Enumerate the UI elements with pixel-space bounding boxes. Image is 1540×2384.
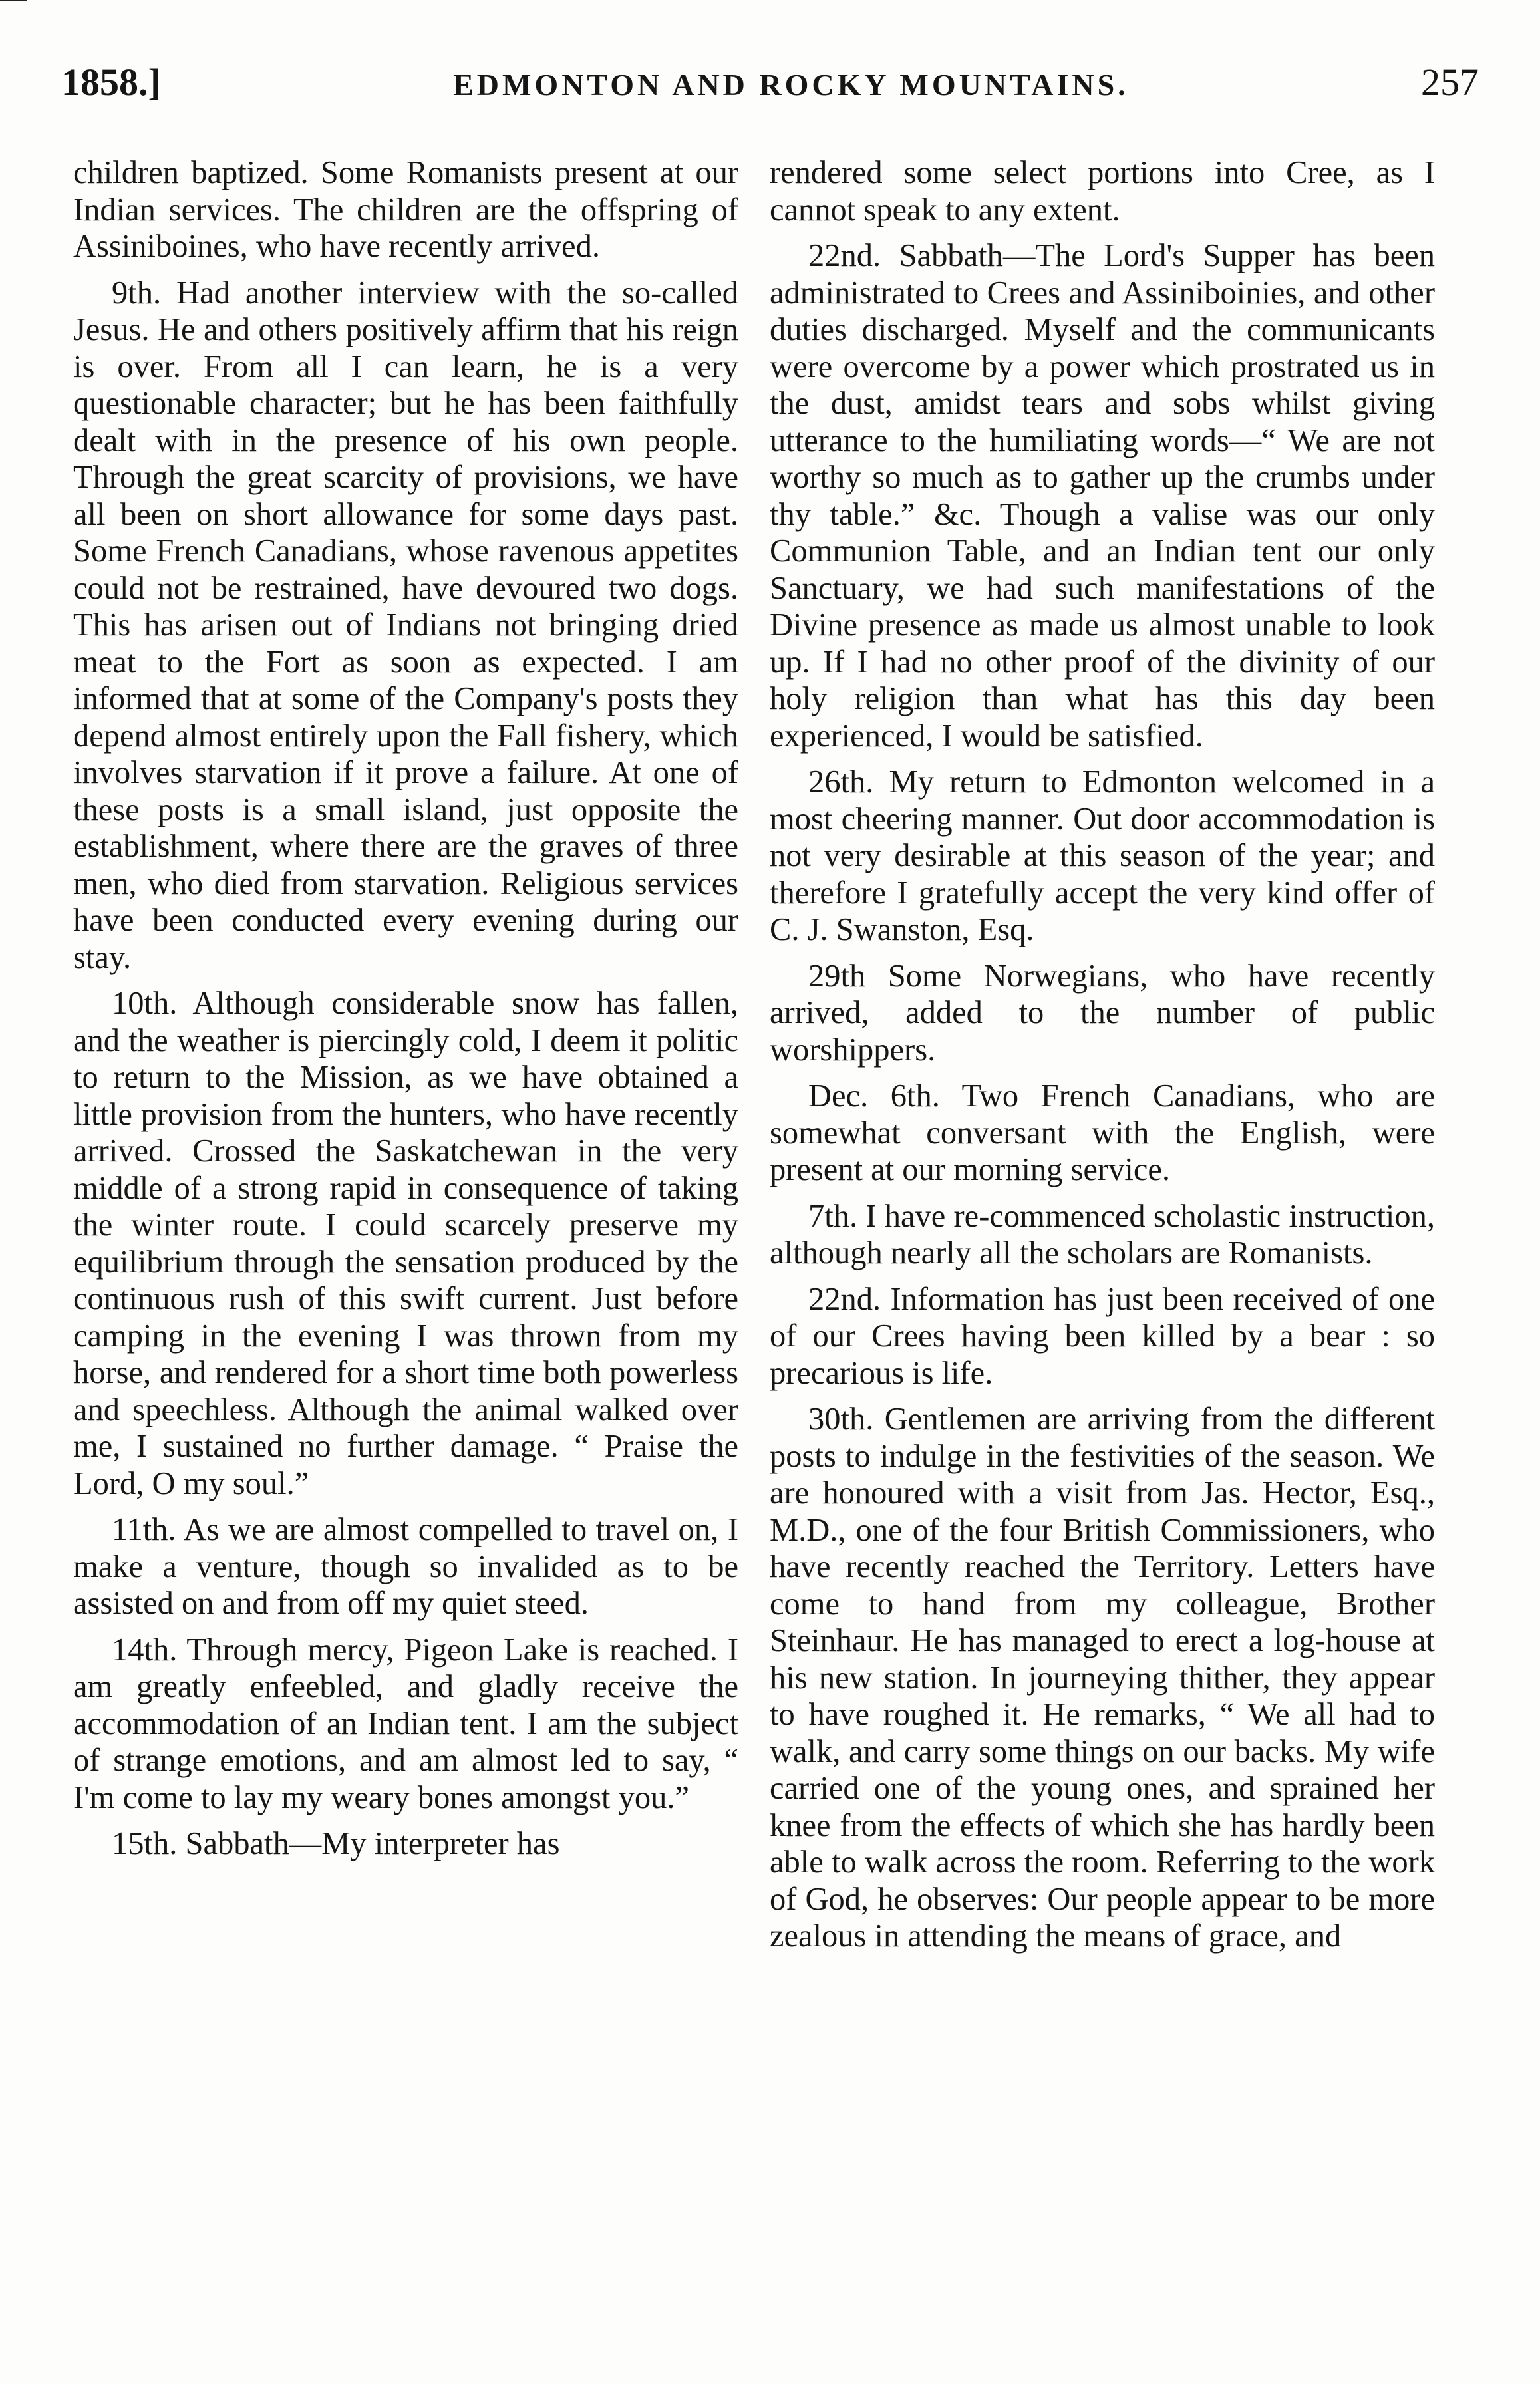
paragraph: 10th. Although considerable snow has fallen, and the weather is piercingly cold, I deem it politic to return to the Mission, as we have obtained a little provision from the hunters, who have recently arrived. Crossed the Saskatchewan in the very middle of a strong rapid in consequence of taking the winter route. I could scarcely preserve my equilibrium through the sensation produced by the continuous rush of this swift current. Just before camping in the evening I was thrown from my horse, and rendered for a short time both powerless and speechless. Although the animal walked over me, I sustained no further damage. “ Praise the Lord, O my soul.”	[73, 986, 738, 1501]
paragraph: 29th Some Norwegians, who have recently arrived, added to the number of public worshippers.	[770, 958, 1435, 1068]
paragraph: rendered some select portions into Cree, as I cannot speak to any extent.	[770, 155, 1435, 227]
paragraph: 7th. I have re-commenced scholastic instruction, although nearly all the scholars are Romanists.	[770, 1198, 1435, 1270]
running-header	[61, 60, 1479, 120]
paragraph: 14th. Through mercy, Pigeon Lake is reached. I am greatly enfeebled, and gladly receive the accommodation of an Indian tent. I am the subject of strange emotions, and am almost led to say, “ I'm come to lay my weary bones amongst you.”	[73, 1632, 738, 1815]
left-column	[73, 154, 738, 2349]
page-number: 257	[1421, 61, 1479, 104]
scan-corner-mark	[0, 0, 27, 1]
paragraph: 22nd. Information has just been received of one of our Crees having been killed by a bear : so precarious is life.	[770, 1281, 1435, 1391]
paragraph: 11th. As we are almost compelled to travel on, I make a venture, though so invalided as to be assisted on and from off my quiet steed.	[73, 1512, 738, 1621]
paragraph: 15th. Sabbath—My interpreter has	[112, 1826, 560, 1861]
paragraph: 9th. Had another interview with the so-called Jesus. He and others positively affirm that his reign is over. From all I can learn, he is a very questionable character; but he has been faithfully dealt with in the presence of his own people. Through the great scarcity of provisions, we have all been on short allowance for some days past. Some French Canadians, whose ravenous appetites could not be restrained, have devoured two dogs. This has arisen out of Indians not bringing dried meat to the Fort as soon as expected. I am informed that at some of the Company's posts they depend almost entirely upon the Fall fishery, which involves starvation if it prove a failure. At one of these posts is a small island, just opposite the establishment, where there are the graves of three men, who died from starvation. Religious services have been conducted every evening during our stay.	[73, 275, 738, 975]
paragraph: 22nd. Sabbath—The Lord's Supper has been administrated to Crees and Assiniboinies, and other duties discharged. Myself and the communicants were overcome by a power which prostrated us in the dust, amidst tears and sobs whilst giving utterance to the humiliating words—“ We are not worthy so much as to gather up the crumbs under thy table.” &c. Though a valise was our only Communion Table, and an Indian tent our only Sanctuary, we had such manifestations of the Divine presence as made us almost unable to look up. If I had no other proof of the divinity of our holy religion than what has this day been experienced, I would be satisfied.	[770, 238, 1435, 754]
paragraph: Dec. 6th. Two French Canadians, who are somewhat conversant with the English, were present at our morning service.	[770, 1078, 1435, 1187]
paragraph: 26th. My return to Edmonton welcomed in a most cheering manner. Out door accommodation is not very desirable at this season of the year; and therefore I gratefully accept the very kind offer of C. J. Swanston, Esq.	[770, 764, 1435, 947]
right-column	[770, 154, 1435, 2349]
paragraph: 30th. Gentlemen are arriving from the different posts to indulge in the festivities of the season. We are honoured with a visit from Jas. Hector, Esq., M.D., one of the four British Commissioners, who have recently reached the Territory. Letters have come to hand from my colleague, Brother Steinhaur. He has managed to erect a log-house at his new station. In journeying thither, they appear to have roughed it. He remarks, “ We all had to walk, and carry some things on our backs. My wife carried one of the young ones, and sprained her knee from the effects of which she has hardly been able to walk across the room. Referring to the work of God, he observes: Our people appear to be more zealous in attending the means of grace, and	[770, 1402, 1435, 1954]
header-title: EDMONTON AND ROCKY MOUNTAINS.	[453, 68, 1129, 102]
paragraph: children baptized. Some Romanists present at our Indian services. The children are the offspring of Assiniboines, who have recently arrived.	[73, 155, 738, 264]
header-year: 1858.]	[61, 61, 161, 104]
